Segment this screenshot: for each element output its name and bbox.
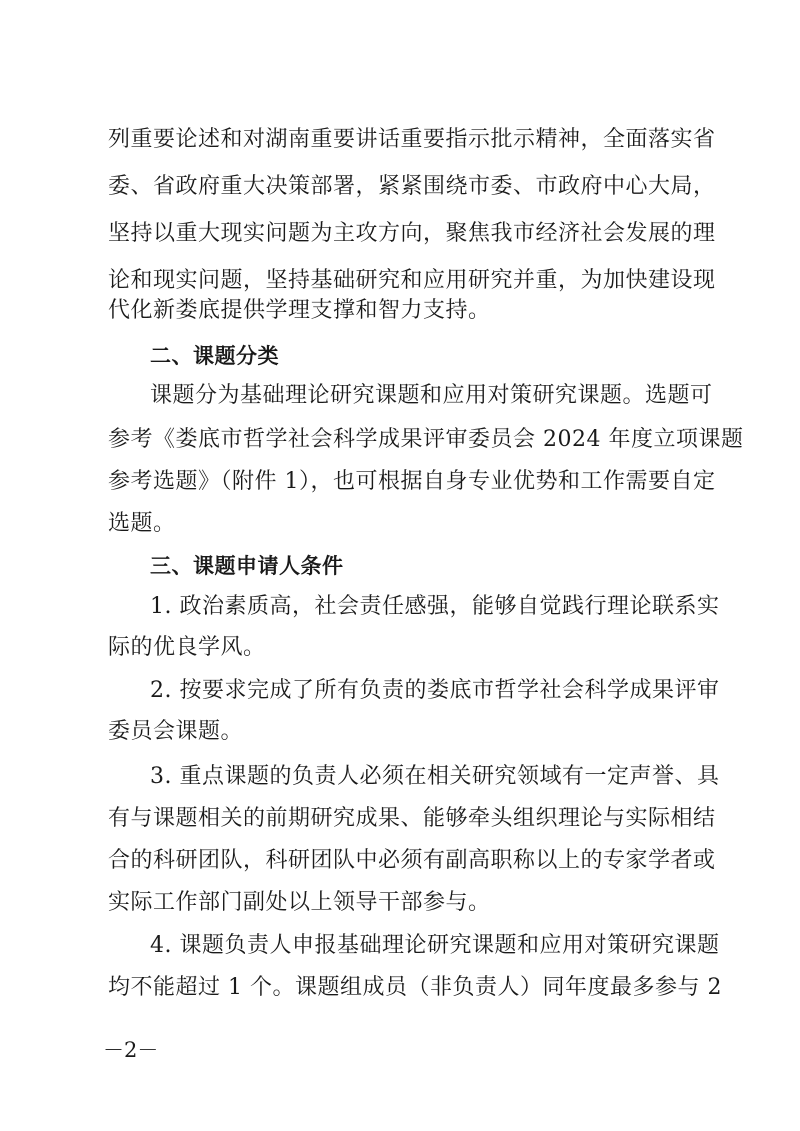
list-item-3-line: 实际工作部门副处以上领导干部参与。 [108, 890, 491, 915]
list-item-1-line: 1. 政治素质高，社会责任感强，能够自觉践行理论联系实 [150, 594, 720, 619]
text-line: 选题。 [108, 511, 176, 536]
list-item-2-line: 委员会课题。 [108, 719, 244, 744]
text-line: 参考选题》（附件 1），也可根据自身专业优势和工作需要自定 [108, 469, 716, 494]
text-line: 坚持以重大现实问题为主攻方向，聚焦我市经济社会发展的理 [108, 221, 716, 246]
text-line: 参考《娄底市哲学社会科学成果评审委员会 2024 年度立项课题 [108, 427, 744, 452]
text-line: 列重要论述和对湖南重要讲话重要指示批示精神，全面落实省 [108, 127, 716, 152]
text-line: 论和现实问题，坚持基础研究和应用研究并重，为加快建设现 [108, 268, 716, 293]
text-line: 委、省政府重大决策部署，紧紧围绕市委、市政府中心大局， [108, 174, 716, 199]
section-heading-classification: 二、课题分类 [150, 344, 279, 368]
section-heading-applicant-conditions: 三、课题申请人条件 [150, 554, 344, 578]
list-item-3-line: 3. 重点课题的负责人必须在相关研究领域有一定声誉、具 [150, 764, 720, 789]
list-item-3-line: 合的科研团队，科研团队中必须有副高职称以上的专家学者或 [108, 848, 716, 873]
list-item-2-line: 2. 按要求完成了所有负责的娄底市哲学社会科学成果评审 [150, 678, 720, 703]
text-line: 代化新娄底提供学理支撑和智力支持。 [108, 298, 491, 323]
list-item-1-line: 际的优良学风。 [108, 635, 266, 660]
list-item-4-line: 均不能超过 1 个。课题组成员（非负责人）同年度最多参与 2 [108, 975, 722, 1000]
list-item-4-line: 4. 课题负责人申报基础理论研究课题和应用对策研究课题 [150, 933, 720, 958]
text-line: 课题分为基础理论研究课题和应用对策研究课题。选题可 [150, 383, 713, 408]
list-item-3-line: 有与课题相关的前期研究成果、能够牵头组织理论与实际相结 [108, 806, 716, 831]
page-number: －2－ [103, 1038, 159, 1062]
